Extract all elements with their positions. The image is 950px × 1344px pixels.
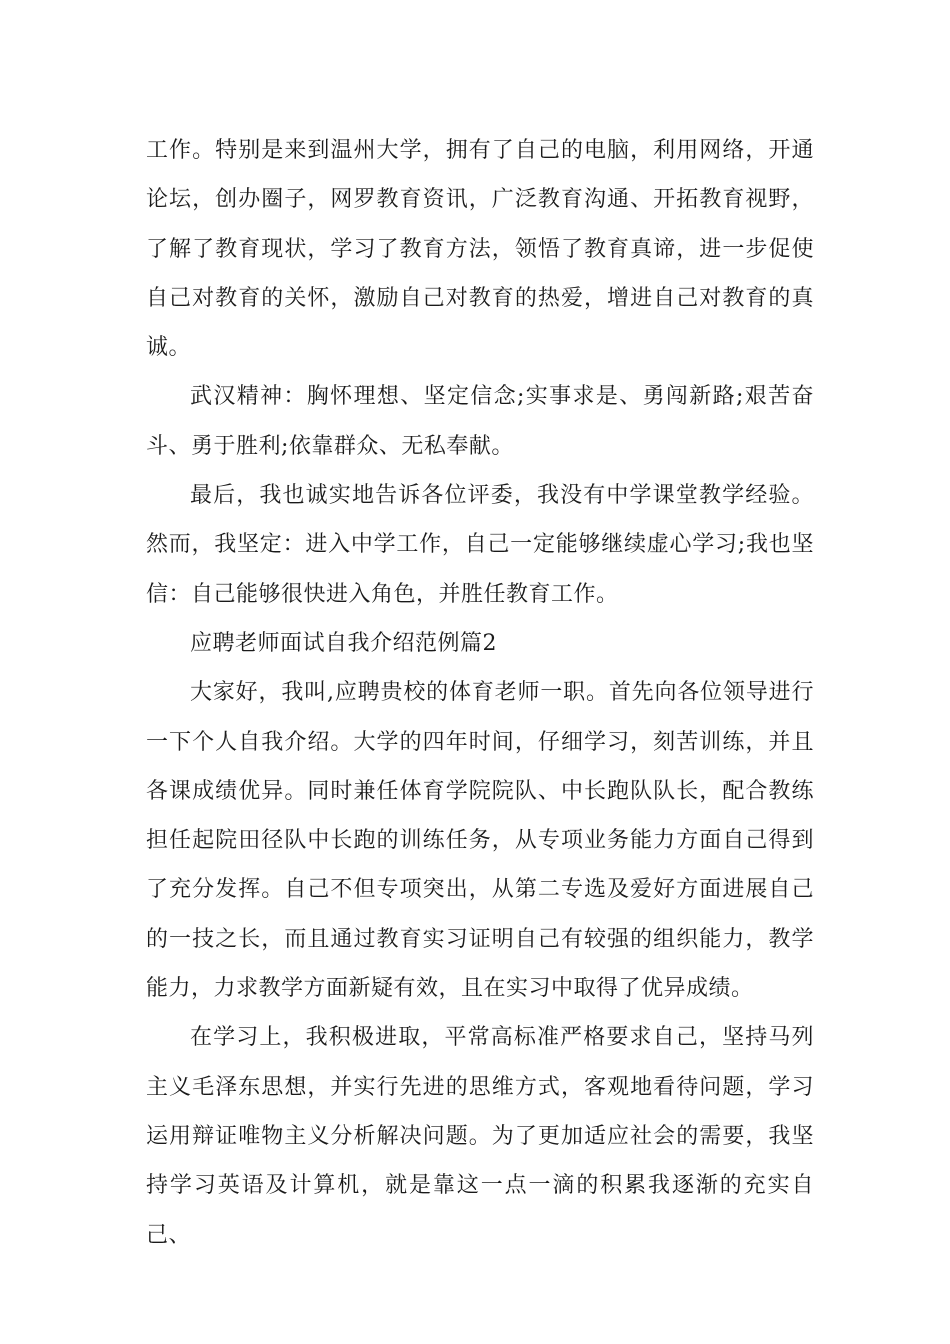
paragraph-5: 在学习上，我积极进取，平常高标准严格要求自己，坚持马列主义毛泽东思想，并实行先进的思维方式，客观地看待问题，学习运用辩证唯物主义分析解决问题。为了更加适应社会的需要，我坚持学习英语及计算机，就是靠这一点一滴的积累我逐渐的充实自己、 xyxy=(146,1025,814,1248)
paragraph-3: 最后，我也诚实地告诉各位评委，我没有中学课堂教学经验。然而，我坚定：进入中学工作，自己一定能够继续虚心学习;我也坚信：自己能够很快进入角色，并胜任教育工作。 xyxy=(146,483,814,607)
paragraph-2: 武汉精神：胸怀理想、坚定信念;实事求是、勇闯新路;艰苦奋斗、勇于胜利;依靠群众、无私奉献。 xyxy=(146,384,814,459)
document-body xyxy=(146,126,814,1260)
paragraph-4: 大家好，我叫,应聘贵校的体育老师一职。首先向各位领导进行一下个人自我介绍。大学的四年时间，仔细学习，刻苦训练，并且各课成绩优异。同时兼任体育学院院队、中长跑队队长，配合教练担任起院田径队中长跑的训练任务，从专项业务能力方面自己得到了充分发挥。自己不但专项突出，从第二专选及爱好方面进展自己的一技之长，而且通过教育实习证明自己有较强的组织能力，教学能力，力求教学方面新疑有效，且在实习中取得了优异成绩。 xyxy=(146,680,814,1002)
paragraph-1: 工作。特别是来到温州大学，拥有了自己的电脑，利用网络，开通论坛，创办圈子，网罗教育资讯，广泛教育沟通、开拓教育视野，了解了教育现状，学习了教育方法，领悟了教育真谛，进一步促使自己对教育的关怀，激励自己对教育的热爱，增进自己对教育的真诚。 xyxy=(146,138,814,361)
section-heading: 应聘老师面试自我介绍范例篇2 xyxy=(190,630,497,656)
